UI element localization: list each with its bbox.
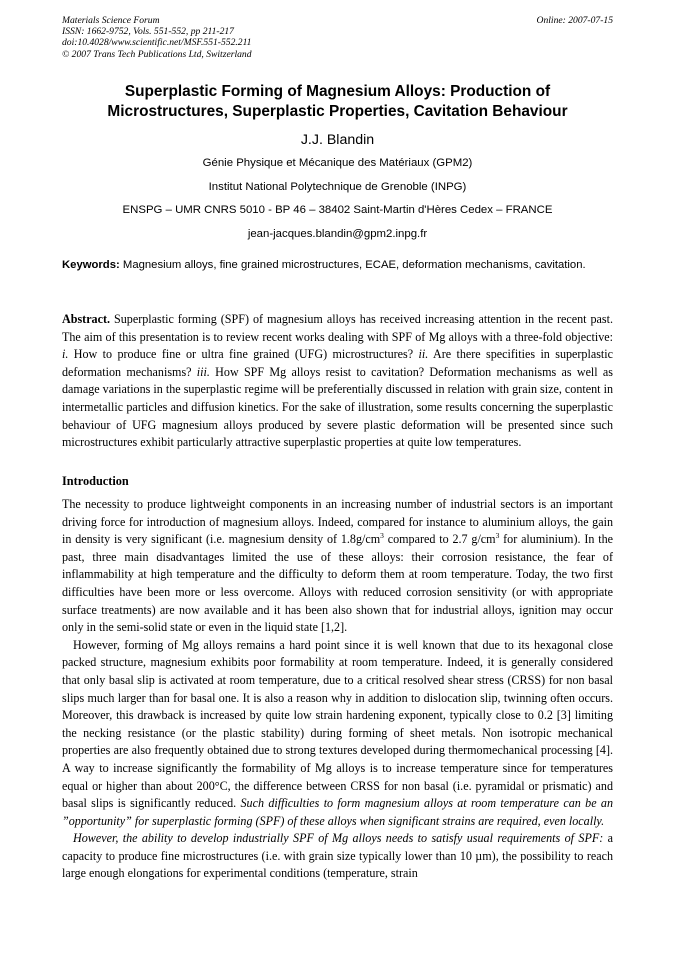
copyright-line: © 2007 Trans Tech Publications Ltd, Switzerland <box>62 48 252 60</box>
paragraph-text: However, forming of Mg alloys remains a hard point since it is well known that due to its hexagonal close packed structure, magnesium exhibits poor formability at room temperature. Indeed, it is generally considered that only basal slip is activated at room temperature, due to a critical resolved shear stress (CRSS) for non basal slips much larger than for basal one. It is also a reason why in addition to dislocation slip, twinning often occurs. Moreover, this drawback is increased by quite low strain hardening exponent, typically close to 0.2 [3] limiting the necking resistance (or the plastic stability) during forming of sheet metals. Non isotropic mechanical properties are also frequently obtained due to strong textures developed during thermomechanical processing [4]. A way to increase significantly the formability of Mg alloys is to increase temperature since for temperatures equal or higher than about 200°C, the difference between CRSS for non basal (i.e. pyramidal or prismatic) and basal slips is significantly reduced. <box>62 637 613 811</box>
affiliation-address: ENSPG – UMR CNRS 5010 - BP 46 – 38402 Saint-Martin d'Hères Cedex – FRANCE <box>122 204 553 216</box>
abstract-marker: ii. <box>418 347 429 362</box>
journal-header <box>62 15 252 60</box>
abstract-marker: iii. <box>196 364 210 379</box>
journal-name: Materials Science Forum <box>62 15 160 26</box>
abstract <box>62 311 613 452</box>
abstract-marker: i. <box>62 347 69 362</box>
title-line-2: Microstructures, Superplastic Properties, Cavitation Behaviour <box>107 103 568 120</box>
author-name: J.J. Blandin <box>300 132 375 148</box>
online-date: Online: 2007-07-15 <box>536 15 613 26</box>
title-line-1: Superplastic Forming of Magnesium Alloys: Production of <box>124 83 551 100</box>
abstract-text: How SPF Mg alloys resist to cavitation? Deformation mechanisms as well as damage variations in the superplastic regime will be preferentially discussed in relation with grain size, content in intermetallic particles and diffusion kinetics. For the sake of illustration, some results concerning the superplastic behaviour of UFG magnesium alloys produced by severe plastic deformation will be presented since such microstructures exhibit particularly attractive superplastic properties at quite low temperatures. <box>62 364 613 450</box>
paper-title <box>62 82 613 122</box>
doi-line: doi:10.4028/www.scientific.net/MSF.551-552.211 <box>62 37 252 49</box>
affiliation-lab: Génie Physique et Mécanique des Matériaux (GPM2) <box>202 157 473 169</box>
keywords-label: Keywords: <box>62 259 120 271</box>
abstract-text: Superplastic forming (SPF) of magnesium alloys has received increasing attention in the recent past. The aim of this presentation is to review recent works dealing with SPF of Mg alloys with a three-fold objective: <box>62 312 613 344</box>
abstract-text: Are there specifities in superplastic deformation mechanisms? <box>62 347 614 379</box>
paragraph-text: The necessity to produce lightweight components in an increasing number of industrial sectors is an important driving force for introduction of magnesium alloys. Indeed, compared for instance to aluminium alloys, the gain in density is very significant (i.e. magnesium density of 1.8g/cm <box>62 497 613 547</box>
issn-line: ISSN: 1662-9752, Vols. 551-552, pp 211-217 <box>62 26 234 38</box>
keywords <box>62 258 613 272</box>
abstract-label: Abstract. <box>62 312 111 326</box>
author-email: jean-jacques.blandin@gpm2.inpg.fr <box>247 228 428 240</box>
paragraph-text: compared to 2.7 g/cm <box>383 532 496 547</box>
affiliation-institute: Institut National Polytechnique de Grenoble (INPG) <box>208 181 467 193</box>
section-heading: Introduction <box>62 474 129 488</box>
superscript: 3 <box>380 531 384 541</box>
paragraph <box>62 830 613 883</box>
paragraph-text: for aluminium). In the past, three main disadvantages limited the use of these alloys: their corrosion resistance, the fear of inflammability at high temperature and the difficulty to deform them at room temperature. Today, the two first difficulties have been more or less overcome. Alloys with reduced corrosion sensitivity (or with appropriate surface treatments) are now available and it has been also shown that for industrial alloys, ignition may occur only in the semi-solid state or even in the liquid state [1,2]. <box>62 532 613 635</box>
paragraph-italic-text: However, the ability to develop industrially SPF of Mg alloys needs to satisfy usual requirements of SPF: <box>73 831 604 846</box>
keywords-text: Magnesium alloys, fine grained microstructures, ECAE, deformation mechanisms, cavitation. <box>119 259 586 271</box>
superscript: 3 <box>495 531 500 541</box>
paragraph-text: a capacity to produce fine microstructures (i.e. with grain size typically lower than 10 µm), the possibility to reach large enough elongations for experimental conditions (temperature, strain <box>62 831 613 881</box>
abstract-text: How to produce fine or ultra fine grained (UFG) microstructures? <box>68 347 419 362</box>
paragraph <box>62 496 613 637</box>
paragraph-italic-text: Such difficulties to form magnesium alloys at room temperature can be an ”opportunity” for superplastic forming (SPF) of these alloys when significant strains are required, even locally. <box>62 796 613 828</box>
introduction-body <box>62 496 613 883</box>
paragraph <box>62 637 613 831</box>
